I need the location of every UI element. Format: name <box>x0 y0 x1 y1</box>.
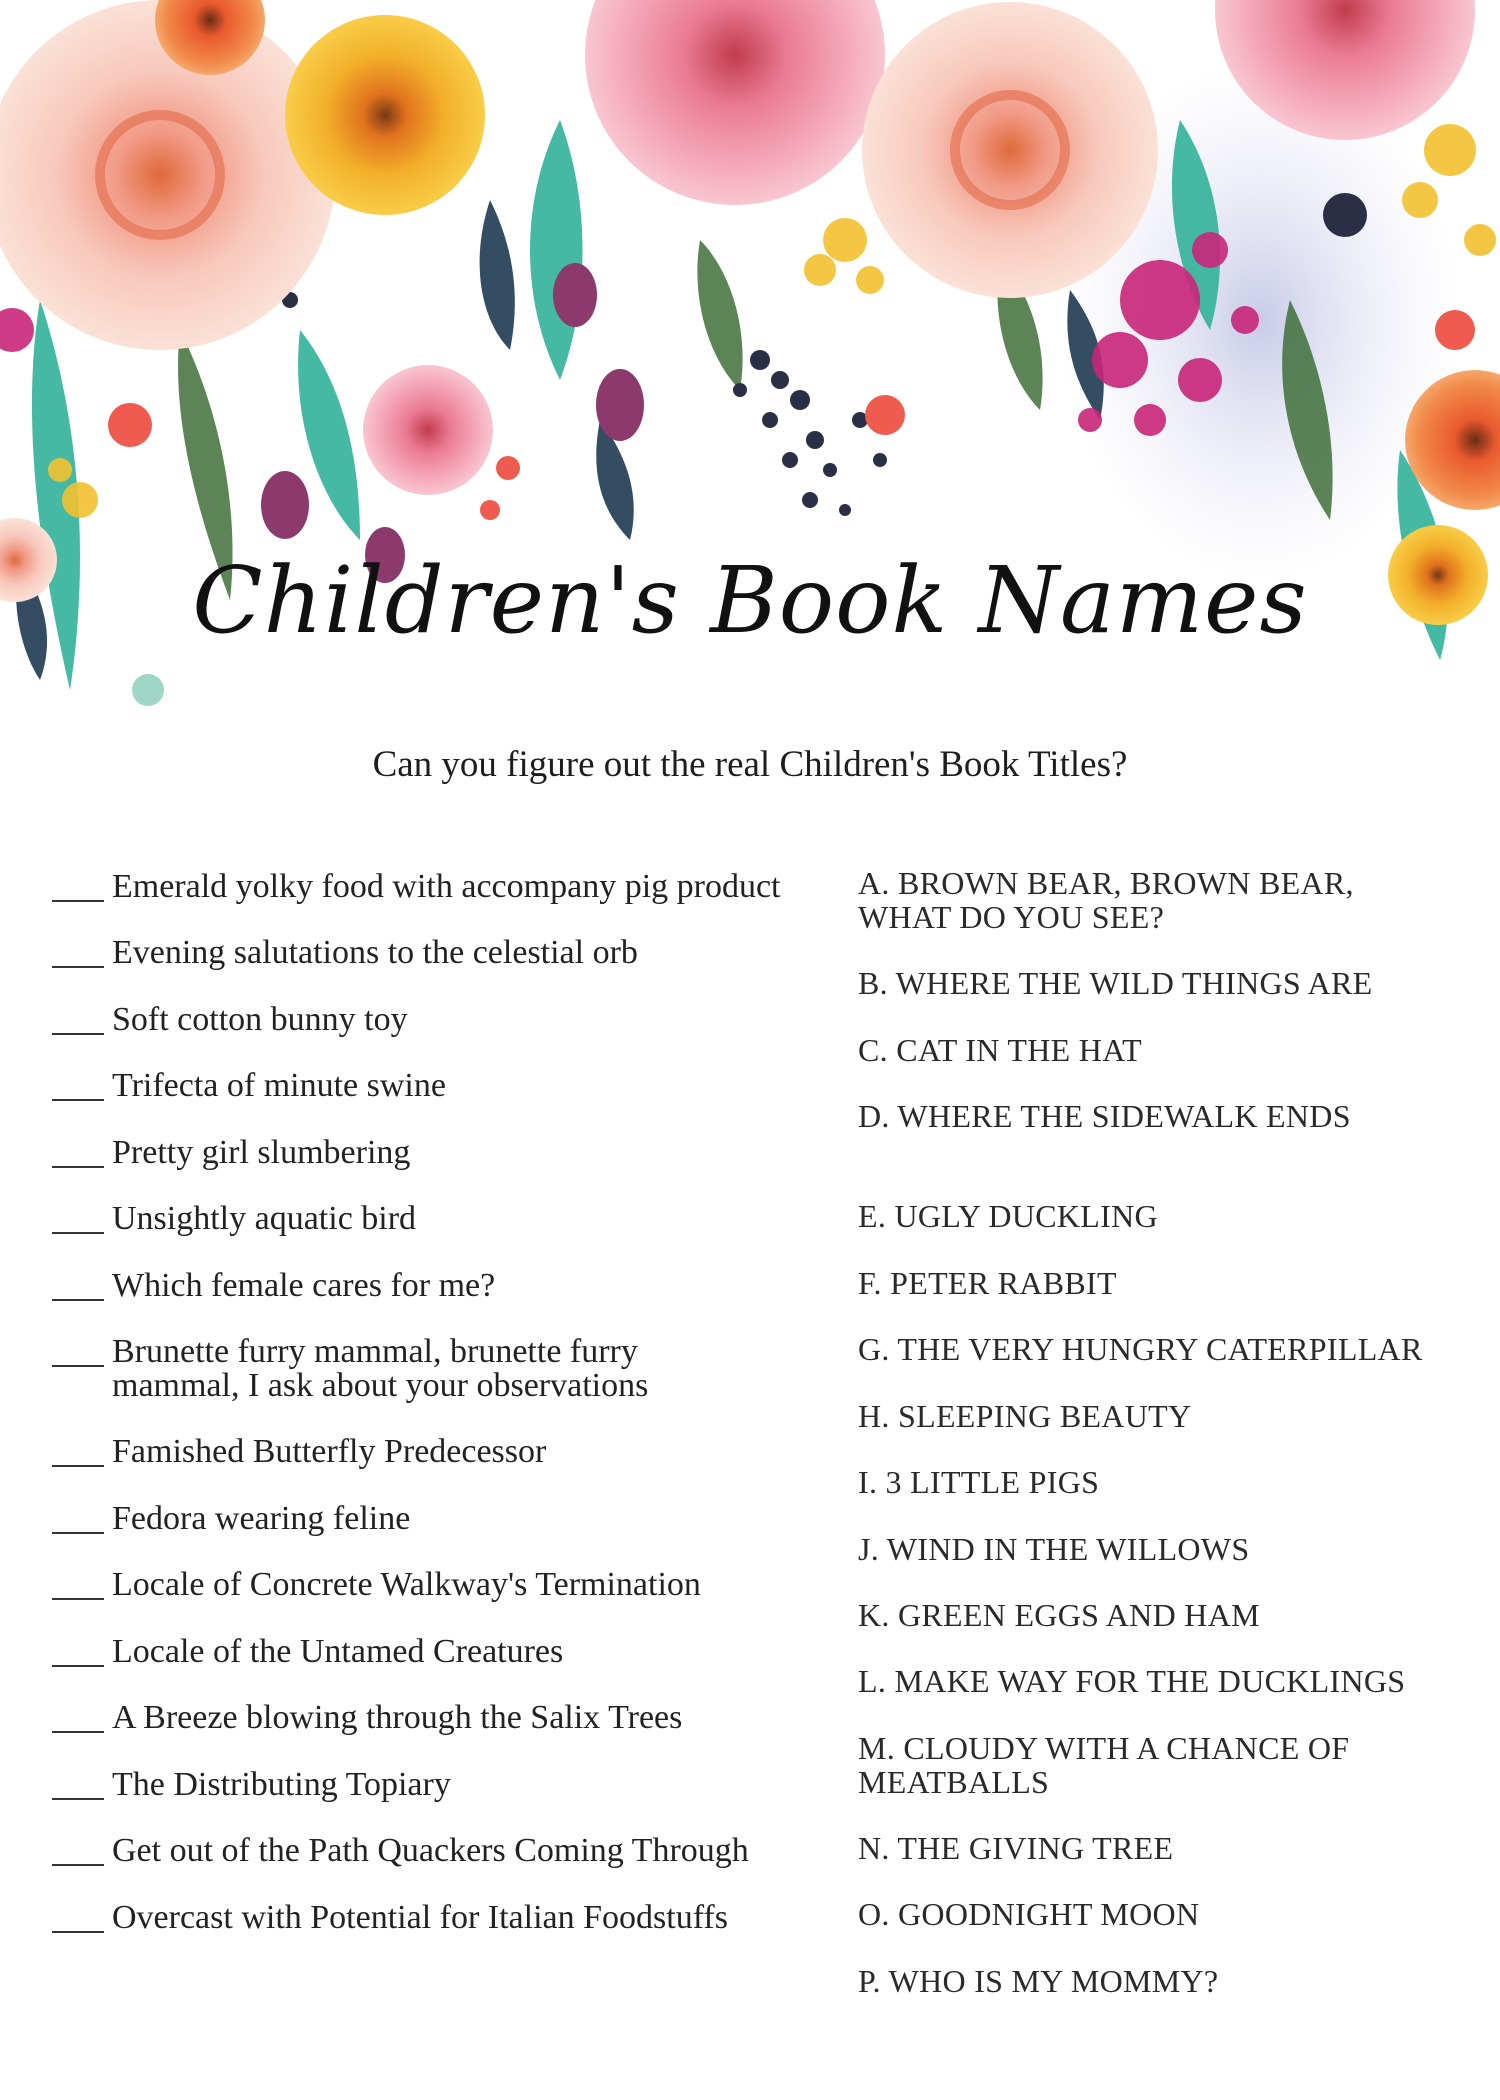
answer-blank[interactable] <box>52 870 104 902</box>
answer-blank[interactable] <box>52 1834 104 1866</box>
page-title: Children's Book Names <box>192 547 1308 654</box>
clue-text: A Breeze blowing through the Salix Trees <box>112 1699 683 1736</box>
answer-option: L. MAKE WAY FOR THE DUCKLINGS <box>858 1663 1406 1699</box>
clue-text: Evening salutations to the celestial orb <box>112 934 638 971</box>
answer-blank[interactable] <box>52 1502 104 1534</box>
answer-blank[interactable] <box>52 1269 104 1301</box>
answer-option: I. 3 LITTLE PIGS <box>858 1464 1100 1500</box>
clue-text: Famished Butterfly Predecessor <box>112 1433 547 1470</box>
clue-text: Trifecta of minute swine <box>112 1067 446 1104</box>
answer-blank[interactable] <box>52 1568 104 1600</box>
answer-option: M. CLOUDY WITH A CHANCE OF MEATBALLS <box>858 1730 1350 1800</box>
clue-text: Locale of the Untamed Creatures <box>112 1633 564 1670</box>
clue-item <box>52 1834 832 1868</box>
clue-item <box>52 1335 692 1403</box>
answer-blank[interactable] <box>52 1136 104 1168</box>
clue-item <box>52 870 832 904</box>
clue-text: Fedora wearing feline <box>112 1500 411 1537</box>
answer-option: J. WIND IN THE WILLOWS <box>858 1531 1250 1567</box>
answer-option: P. WHO IS MY MOMMY? <box>858 1963 1219 1999</box>
answer-blank[interactable] <box>52 1768 104 1800</box>
answer-blank[interactable] <box>52 1335 104 1367</box>
answer-blank[interactable] <box>52 1003 104 1035</box>
answer-blank[interactable] <box>52 1202 104 1234</box>
answer-blank[interactable] <box>52 1435 104 1467</box>
answer-option: H. SLEEPING BEAUTY <box>858 1398 1192 1434</box>
clue-text: Unsightly aquatic bird <box>112 1200 417 1237</box>
clue-text: Which female cares for me? <box>112 1267 496 1304</box>
clue-item <box>52 1069 832 1103</box>
clue-text: Brunette furry mammal, brunette furry mammal, I ask about your observations <box>112 1333 649 1404</box>
answer-option: A. BROWN BEAR, BROWN BEAR, WHAT DO YOU SEE? <box>858 865 1354 935</box>
answer-option: E. UGLY DUCKLING <box>858 1198 1158 1234</box>
answer-option: C. CAT IN THE HAT <box>858 1032 1142 1068</box>
answer-option: B. WHERE THE WILD THINGS ARE <box>858 965 1373 1001</box>
clue-item <box>52 1568 832 1602</box>
answer-option: N. THE GIVING TREE <box>858 1830 1174 1866</box>
clue-item <box>52 1269 832 1303</box>
clue-item <box>52 1901 832 1935</box>
answer-option: F. PETER RABBIT <box>858 1265 1117 1301</box>
clue-text: The Distributing Topiary <box>112 1766 451 1803</box>
clue-item <box>52 936 832 970</box>
answer-blank[interactable] <box>52 1701 104 1733</box>
clue-item <box>52 1435 832 1469</box>
answer-blank[interactable] <box>52 1901 104 1933</box>
answer-option: K. GREEN EGGS AND HAM <box>858 1597 1260 1633</box>
clue-item <box>52 1701 832 1735</box>
clue-item <box>52 1768 832 1802</box>
clue-item <box>52 1202 832 1236</box>
clue-text: Overcast with Potential for Italian Foodstuffs <box>112 1899 728 1936</box>
answer-option: G. THE VERY HUNGRY CATERPILLAR <box>858 1331 1423 1367</box>
answer-blank[interactable] <box>52 1635 104 1667</box>
answer-blank[interactable] <box>52 936 104 968</box>
clue-text: Get out of the Path Quackers Coming Through <box>112 1832 749 1869</box>
clue-item <box>52 1635 832 1669</box>
answer-option: O. GOODNIGHT MOON <box>858 1896 1200 1932</box>
clue-item <box>52 1136 832 1170</box>
clue-text: Pretty girl slumbering <box>112 1134 411 1171</box>
answer-option: D. WHERE THE SIDEWALK ENDS <box>858 1098 1351 1134</box>
clue-item <box>52 1502 832 1536</box>
clue-item <box>52 1003 832 1037</box>
page-subtitle: Can you figure out the real Children's Book Titles? <box>372 744 1128 785</box>
clue-text: Locale of Concrete Walkway's Termination <box>112 1566 701 1603</box>
clue-text: Emerald yolky food with accompany pig product <box>112 868 781 905</box>
answer-blank[interactable] <box>52 1069 104 1101</box>
clue-text: Soft cotton bunny toy <box>112 1001 408 1038</box>
